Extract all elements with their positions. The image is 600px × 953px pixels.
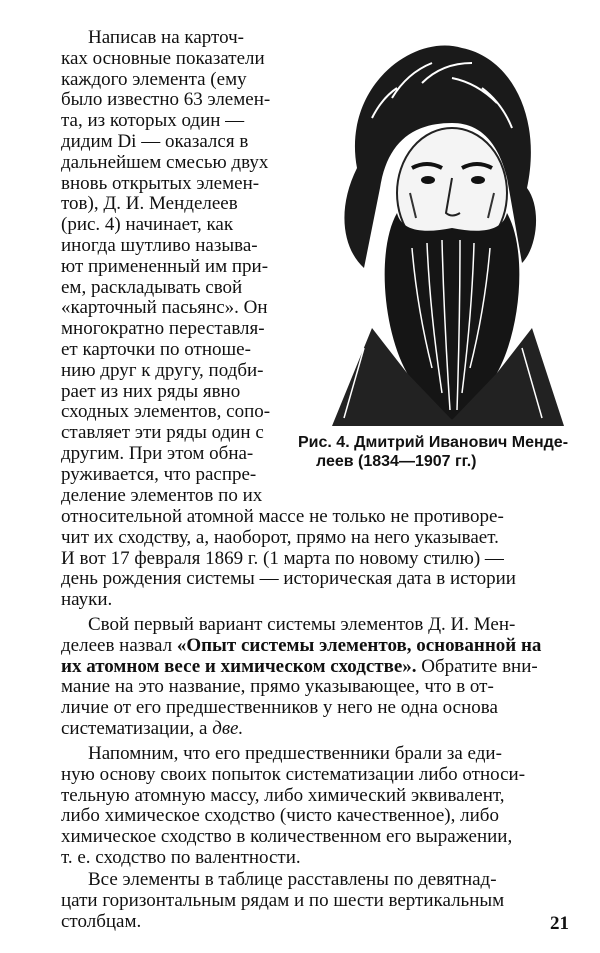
text-line: цати горизонтальным рядам и по шести вертикальным bbox=[61, 889, 505, 911]
text-line: Напомним, что его предшественники брали за еди- bbox=[88, 743, 502, 764]
bold-title-span: их атомном весе и химическом сходстве». bbox=[61, 655, 417, 677]
paragraph-predecessors bbox=[61, 744, 571, 869]
text-line: многократно переставля- bbox=[61, 318, 265, 340]
text-line: личие от его предшественников у него не одна основа bbox=[61, 697, 498, 719]
text-line: (рис. 4) начинает, как bbox=[61, 214, 234, 236]
text-line: И вот 17 февраля 1869 г. (1 марта по новому стилю) — bbox=[61, 547, 504, 569]
text-line: ную основу своих попыток систематизации либо относи- bbox=[61, 763, 526, 785]
text-line: Написав на карточ- bbox=[88, 27, 244, 48]
text-span: делеев назвал bbox=[61, 634, 177, 656]
text-line: иногда шутливо называ- bbox=[61, 234, 258, 256]
text-line: руживается, что распре- bbox=[61, 463, 257, 485]
left-column-text bbox=[61, 28, 283, 506]
text-line: тов), Д. И. Менделеев bbox=[61, 193, 238, 215]
text-line: Свой первый вариант системы элементов Д. И. Мен- bbox=[88, 614, 516, 635]
text-line: столбцам. bbox=[61, 910, 142, 932]
text-line: чит их сходству, а, наоборот, прямо на него указывает. bbox=[61, 526, 499, 548]
text-span: Обратите вни- bbox=[416, 655, 538, 677]
text-line: ет карточки по отноше- bbox=[61, 338, 251, 360]
paragraph-table-layout bbox=[61, 870, 571, 932]
text-line: деление элементов по их bbox=[61, 484, 263, 506]
text-line: рает из них ряды явно bbox=[61, 380, 241, 402]
text-line: т. е. сходство по валентности. bbox=[61, 846, 301, 868]
text-line: нию друг к другу, подби- bbox=[61, 359, 264, 381]
text-line: тельную атомную массу, либо химический эквивалент, bbox=[61, 784, 505, 806]
text-line bbox=[61, 719, 571, 740]
text-line: Все элементы в таблице расставлены по девятнад- bbox=[88, 869, 497, 890]
page-number: 21 bbox=[550, 913, 569, 934]
text-line: ставляет эти ряды один с bbox=[61, 422, 264, 444]
text-line: либо химическое сходство (чисто качественное), либо bbox=[61, 805, 499, 827]
text-line: мание на это название, прямо указывающее, что в от- bbox=[61, 676, 494, 698]
italic-span: две. bbox=[212, 717, 244, 739]
text-line: науки. bbox=[61, 589, 113, 611]
text-line: та, из которых один — bbox=[61, 110, 245, 132]
text-line: ют примененный им при- bbox=[61, 255, 269, 277]
text-line: каждого элемента (ему bbox=[61, 68, 247, 90]
text-line bbox=[61, 657, 571, 678]
text-line: ках основные показатели bbox=[61, 47, 265, 69]
text-line: относительной атомной массе не только не противоре- bbox=[61, 506, 504, 527]
text-span: систематизации, а bbox=[61, 717, 213, 739]
text-line: другим. При этом обна- bbox=[61, 442, 254, 464]
portrait-of-mendeleev-icon bbox=[302, 28, 564, 426]
text-line: химическое сходство в количественном его выражении, bbox=[61, 826, 513, 848]
text-line: вновь открытых элемен- bbox=[61, 172, 260, 194]
text-line: дидим Di — оказался в bbox=[61, 130, 249, 152]
text-line: было известно 63 элемен- bbox=[61, 89, 271, 111]
text-line: день рождения системы — историческая дата в истории bbox=[61, 568, 516, 590]
text-line: ем, раскладывать свой bbox=[61, 276, 243, 298]
caption-line: Рис. 4. Дмитрий Иванович Менде- bbox=[298, 434, 569, 451]
bold-title-span: «Опыт системы элементов, основанной на bbox=[176, 634, 542, 656]
text-line bbox=[61, 636, 571, 657]
text-line: «карточный пасьянс». Он bbox=[61, 297, 268, 319]
caption-line: леев (1834—1907 гг.) bbox=[316, 453, 477, 470]
portrait-image bbox=[302, 28, 564, 426]
figure-caption bbox=[298, 433, 570, 471]
text-line: дальнейшем смесью двух bbox=[61, 151, 269, 173]
text-line: сходных элементов, сопо- bbox=[61, 401, 271, 423]
paragraph-system-name bbox=[61, 615, 571, 740]
paragraph-continued bbox=[61, 507, 571, 611]
